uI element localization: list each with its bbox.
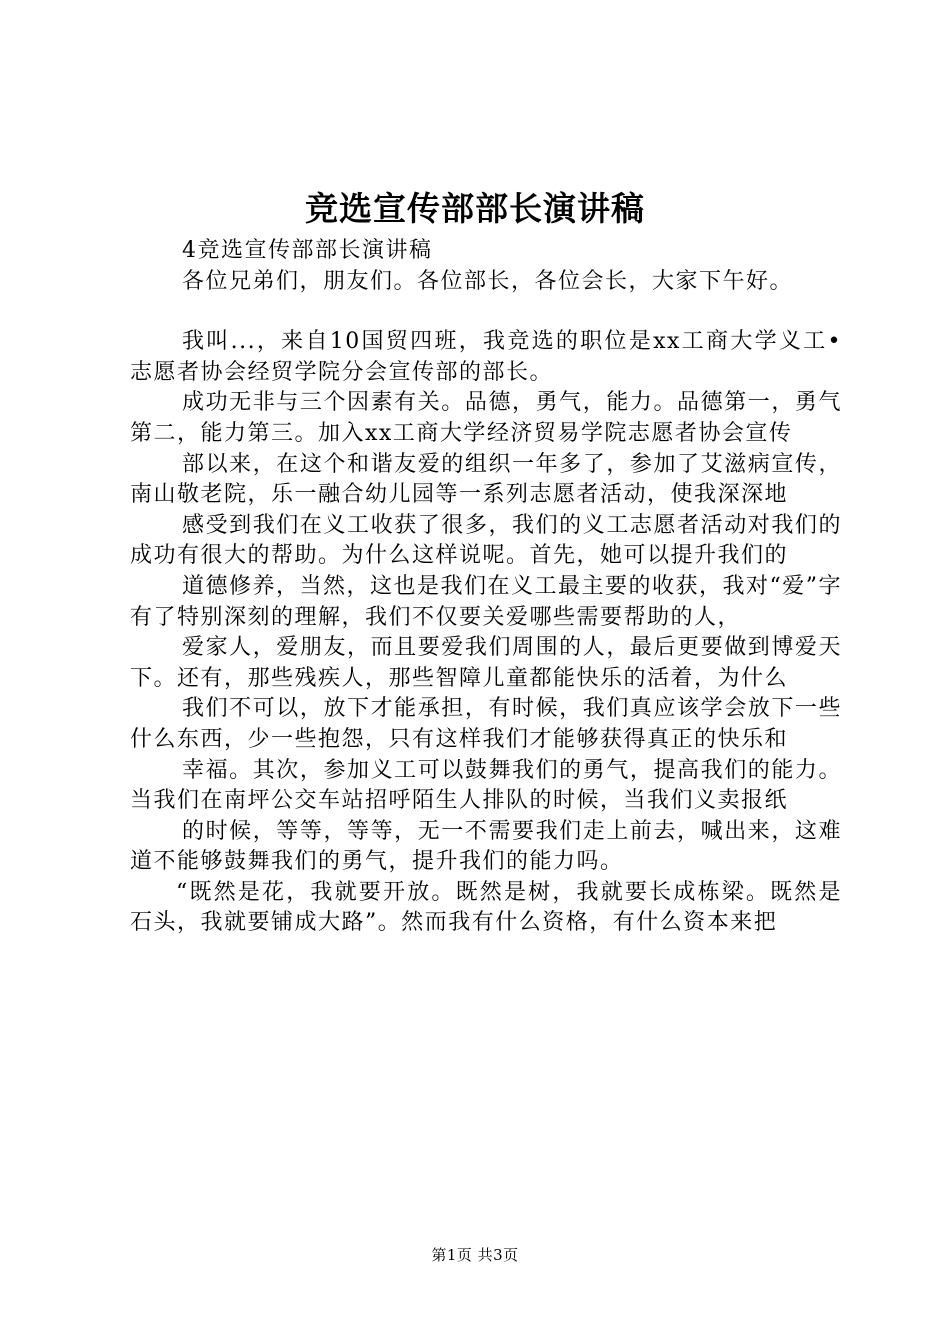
paragraph-subtitle: 4竞选宣传部部长演讲稿 — [182, 238, 433, 263]
paragraph-morality: 道德修养，当然，这也是我们在义工最主要的收获，我对“爱”字有了特别深刻的理解，我们不仅要关爱哪些需要帮助的人， — [130, 573, 842, 630]
paragraph-greeting: 各位兄弟们，朋友们。各位部长，各位会长，大家下午好。 — [182, 268, 794, 294]
document-body — [130, 236, 842, 939]
document-title: 竞选宣传部部长演讲稿 — [305, 189, 645, 228]
paragraph-activities: 部以来，在这个和谐友爱的组织一年多了，参加了艾滋病宣传，南山敬老院，乐一融合幼儿园等一系列志愿者活动，使我深深地 — [130, 451, 842, 508]
paragraph-gains: 感受到我们在义工收获了很多，我们的义工志愿者活动对我们的成功有很大的帮助。为什么这样说呢。首先，她可以提升我们的 — [130, 512, 842, 569]
paragraph-love: 爱家人，爱朋友，而且要爱我们周围的人，最后更要做到博爱天下。还有，那些残疾人，那些智障儿童都能快乐的活着，为什么 — [130, 635, 842, 691]
paragraph-quote: “既然是花，我就要开放。既然是树，我就要长成栋梁。既然是石头，我就要铺成大路”。然而我有什么资格，有什么资本来把 — [130, 879, 842, 936]
paragraph-letting-go: 我们不可以，放下才能承担，有时候，我们真应该学会放下一些什么东西，少一些抱怨，只有这样我们才能够获得真正的快乐和 — [130, 696, 842, 752]
paragraph-courage: 幸福。其次，参加义工可以鼓舞我们的勇气，提高我们的能力。当我们在南坪公交车站招呼陌生人排队的时候，当我们义卖报纸 — [130, 757, 842, 814]
paragraph-success-factors: 成功无非与三个因素有关。品德，勇气，能力。品德第一，勇气第二，能力第三。加入xx工商大学经济贸易学院志愿者协会宣传 — [130, 390, 842, 446]
page-footer: 第1页 共3页 — [431, 1246, 519, 1264]
paragraph-ability: 的时候，等等，等等，无一不需要我们走上前去，喊出来，这难道不能够鼓舞我们的勇气，提升我们的能力吗。 — [130, 818, 842, 875]
paragraph-introduction: 我叫...，来自10国贸四班，我竞选的职位是xx工商大学义工•志愿者协会经贸学院分会宣传部的部长。 — [130, 329, 842, 385]
